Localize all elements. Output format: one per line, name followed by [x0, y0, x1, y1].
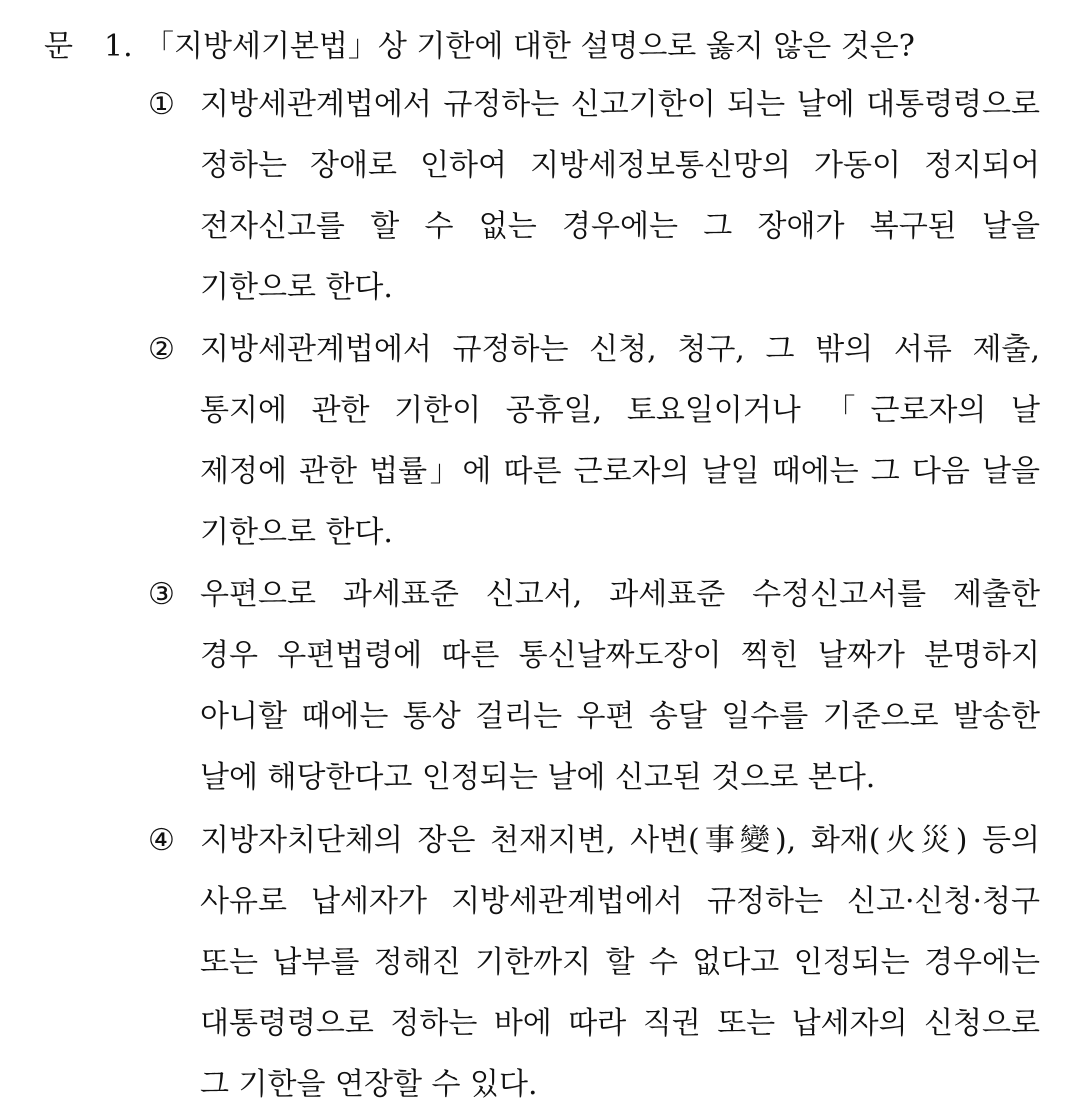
option-line: 지방자치단체의 장은 천재지변, 사변(事變), 화재(火災) 등의	[200, 823, 1040, 858]
option-line: 그 기한을 연장할 수 있다.	[200, 1067, 538, 1102]
question-prefix: 문	[44, 29, 73, 64]
option-marker-2: ②	[148, 332, 175, 367]
question-heading	[44, 18, 1044, 76]
option-line: 또는 납부를 정해진 기한까지 할 수 없다고 인정되는 경우에는	[200, 945, 1040, 980]
option-marker-1: ①	[148, 87, 175, 122]
option-line: 기한으로 한다.	[200, 515, 393, 550]
option-line: 경우 우편법령에 따른 통신날짜도장이 찍힌 날짜가 분명하지	[200, 638, 1040, 673]
option-line: 사유로 납세자가 지방세관계법에서 규정하는 신고·신청·청구	[200, 884, 1040, 919]
option-text-2	[200, 319, 1040, 563]
option-line: 날에 해당한다고 인정되는 날에 신고된 것으로 본다.	[200, 760, 876, 795]
option-marker-3: ③	[148, 577, 175, 612]
option-line: 전자신고를 할 수 없는 경우에는 그 장애가 복구된 날을	[200, 209, 1040, 244]
option-line: 제정에 관한 법률」에 따른 근로자의 날일 때에는 그 다음 날을	[200, 454, 1040, 489]
option-line: 지방세관계법에서 규정하는 신고기한이 되는 날에 대통령령으로	[200, 87, 1040, 122]
option-text-1	[200, 74, 1040, 318]
option-text-4	[200, 810, 1040, 1115]
option-text-3	[200, 564, 1040, 808]
question-number: 1.	[104, 29, 133, 64]
option-marker-4: ④	[148, 823, 175, 858]
option-line: 기한으로 한다.	[200, 270, 393, 305]
option-line: 대통령령으로 정하는 바에 따라 직권 또는 납세자의 신청으로	[200, 1006, 1040, 1041]
option-line: 통지에 관한 기한이 공휴일, 토요일이거나 「근로자의 날	[200, 393, 1040, 428]
option-line: 지방세관계법에서 규정하는 신청, 청구, 그 밖의 서류 제출,	[200, 332, 1040, 367]
option-line: 아니할 때에는 통상 걸리는 우편 송달 일수를 기준으로 발송한	[200, 699, 1040, 734]
question-text: 「지방세기본법」상 기한에 대한 설명으로 옳지 않은 것은?	[144, 29, 915, 64]
option-line: 정하는 장애로 인하여 지방세정보통신망의 가동이 정지되어	[200, 148, 1040, 183]
option-line: 우편으로 과세표준 신고서, 과세표준 수정신고서를 제출한	[200, 577, 1040, 612]
